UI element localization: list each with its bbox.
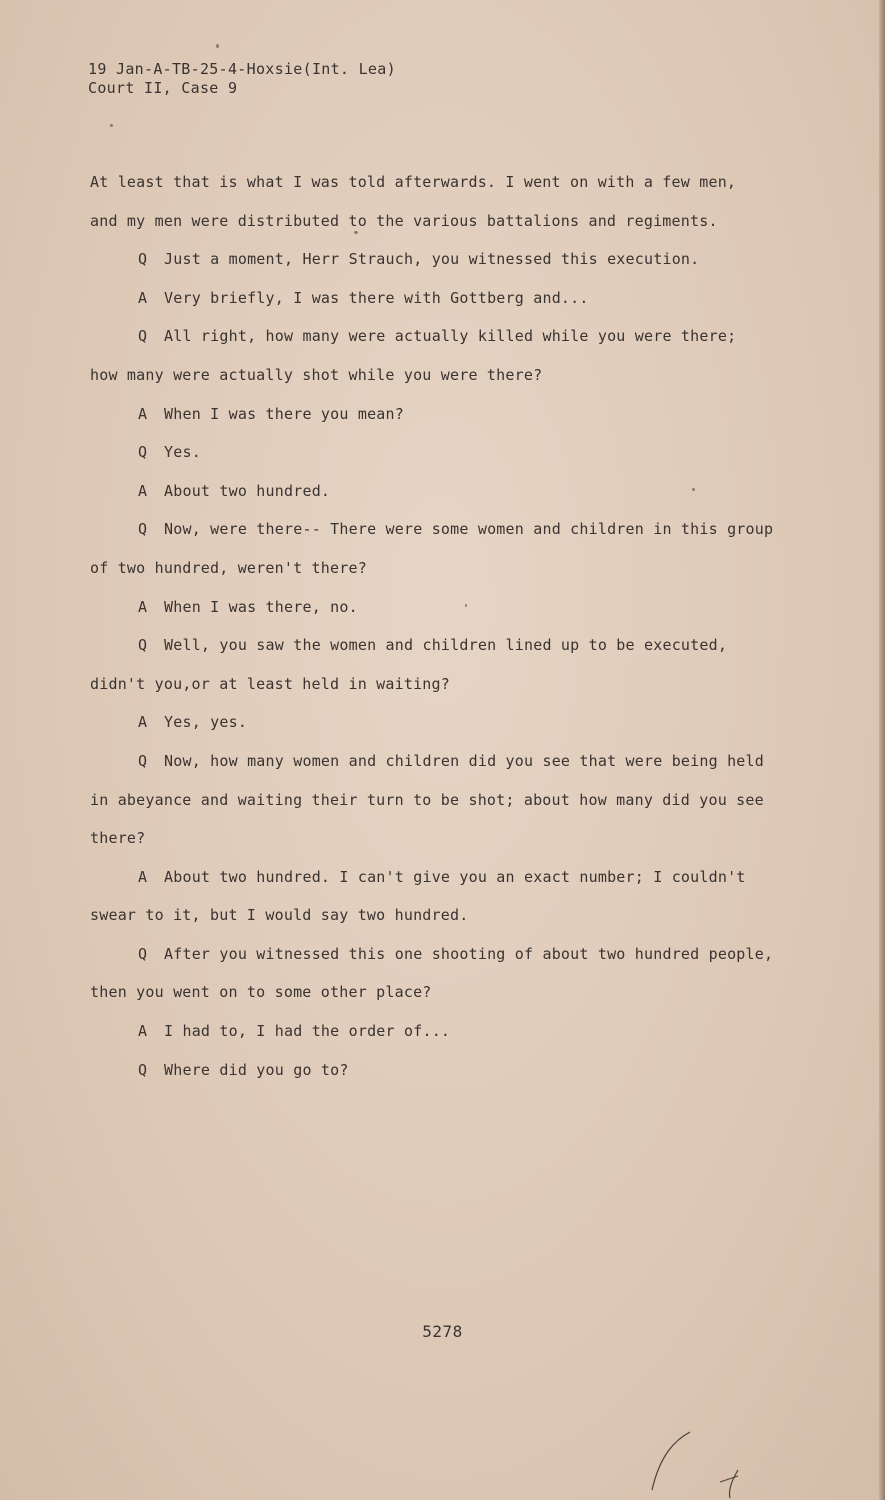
speaker-label: A — [138, 713, 148, 732]
continuation-line — [90, 209, 810, 248]
speaker-label: Q — [138, 1060, 148, 1079]
line-text: there? — [90, 829, 146, 848]
continuation-line — [90, 903, 810, 942]
speaker-label: A — [138, 867, 148, 886]
line-text: Well, you saw the women and children lined up to be executed, — [164, 636, 728, 655]
paper-speck — [216, 44, 219, 48]
line-text: I had to, I had the order of... — [164, 1022, 451, 1041]
speaker-label: A — [138, 1022, 148, 1041]
line-text: When I was there you mean? — [164, 404, 404, 423]
line-text: After you witnessed this one shooting of about two hundred people, — [164, 944, 774, 963]
question-line — [90, 324, 810, 363]
handwritten-mark — [620, 1420, 750, 1500]
continuation-line — [90, 980, 810, 1019]
speaker-label: A — [138, 481, 148, 500]
speaker-label: Q — [138, 327, 148, 346]
line-text: Now, how many women and children did you see that were being held — [164, 751, 764, 770]
speaker-label: Q — [138, 636, 148, 655]
line-text: All right, how many were actually killed while you were there; — [164, 327, 737, 346]
line-text: Just a moment, Herr Strauch, you witnessed this execution. — [164, 250, 700, 269]
answer-line — [90, 479, 810, 518]
speaker-label: Q — [138, 751, 148, 770]
continuation-line — [90, 363, 810, 402]
answer-line — [90, 286, 810, 325]
answer-line — [90, 595, 810, 634]
speaker-label: A — [138, 597, 148, 616]
speaker-label: A — [138, 404, 148, 423]
continuation-line — [90, 170, 810, 209]
line-text: then you went on to some other place? — [90, 983, 432, 1002]
page-edge-shadow — [879, 0, 885, 1500]
line-text: Now, were there-- There were some women and children in this group — [164, 520, 774, 539]
line-text: in abeyance and waiting their turn to be shot; about how many did you see — [90, 790, 764, 809]
continuation-line — [90, 826, 810, 865]
paper-speck — [354, 231, 358, 234]
header-reference: 19 Jan-A-TB-25-4-Hoxsie(Int. Lea) — [88, 60, 396, 78]
answer-line — [90, 1019, 810, 1058]
answer-line — [90, 710, 810, 749]
speaker-label: A — [138, 288, 148, 307]
continuation-line — [90, 788, 810, 827]
answer-line — [90, 402, 810, 441]
transcript-body — [90, 170, 810, 1096]
line-text: swear to it, but I would say two hundred. — [90, 906, 469, 925]
page-number: 5278 — [422, 1322, 463, 1341]
line-text: About two hundred. I can't give you an exact number; I couldn't — [164, 867, 746, 886]
line-text: Very briefly, I was there with Gottberg and... — [164, 288, 589, 307]
question-line — [90, 440, 810, 479]
speaker-label: Q — [138, 520, 148, 539]
line-text: Where did you go to? — [164, 1060, 349, 1079]
question-line — [90, 633, 810, 672]
line-text: About two hundred. — [164, 481, 331, 500]
continuation-line — [90, 672, 810, 711]
line-text: At least that is what I was told afterwards. I went on with a few men, — [90, 173, 737, 191]
line-text: didn't you,or at least held in waiting? — [90, 674, 450, 693]
paper-speck — [465, 604, 467, 607]
document-header — [88, 60, 396, 98]
question-line — [90, 942, 810, 981]
line-text: how many were actually shot while you were there? — [90, 365, 543, 384]
speaker-label: Q — [138, 944, 148, 963]
continuation-line — [90, 556, 810, 595]
speaker-label: Q — [138, 250, 148, 269]
line-text: When I was there, no. — [164, 597, 358, 616]
answer-line — [90, 865, 810, 904]
speaker-label: Q — [138, 443, 148, 462]
header-court-case: Court II, Case 9 — [88, 79, 238, 97]
line-text: and my men were distributed to the various battalions and regiments. — [90, 211, 718, 230]
question-line — [90, 749, 810, 788]
line-text: Yes, yes. — [164, 713, 248, 732]
paper-speck — [692, 488, 695, 491]
question-line — [90, 517, 810, 556]
question-line — [90, 247, 810, 286]
line-text: Yes. — [164, 443, 201, 462]
question-line — [90, 1058, 810, 1097]
paper-speck — [110, 124, 113, 127]
line-text: of two hundred, weren't there? — [90, 558, 367, 577]
